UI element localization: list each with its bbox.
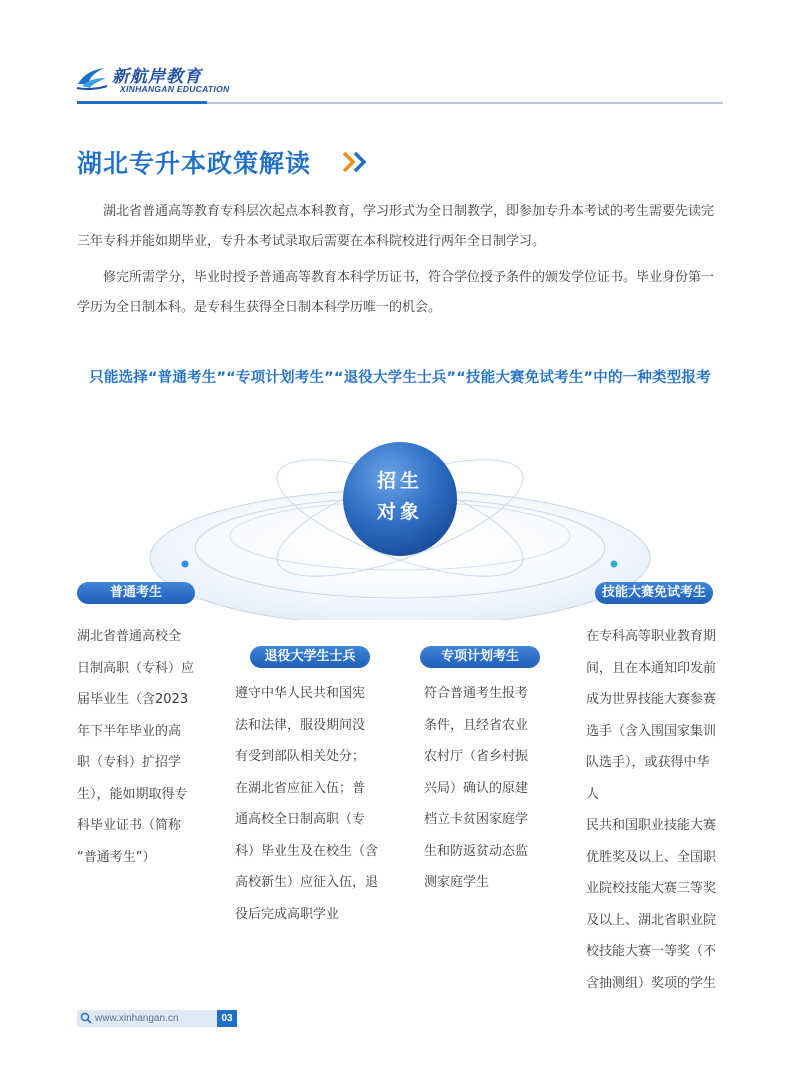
ship-logo-icon: [76, 62, 108, 92]
desc-line: 选手（含入围国家集训: [586, 723, 717, 739]
dot-jineng: [611, 561, 618, 568]
desc-line: 在专科高等职业教育期: [586, 629, 717, 644]
desc-line: 符合普通考生报考: [424, 686, 529, 701]
category-label-jineng: 技能大赛免试考生: [595, 582, 713, 604]
desc-line: 科）毕业生及在校生（含: [235, 843, 379, 859]
desc-line: 成为世界技能大赛参赛: [586, 692, 717, 707]
desc-line: 科毕业证书（简称: [77, 818, 182, 833]
desc-line: 民共和国职业技能大赛: [586, 818, 717, 833]
page-title: 湖北专升本政策解读: [77, 149, 312, 178]
desc-line: 农村厅（省乡村振: [424, 749, 529, 764]
desc-line: 役后完成高职学业: [235, 906, 340, 922]
desc-line: 优胜奖及以上、全国职: [586, 849, 717, 865]
desc-line: 档立卡贫困家庭学: [424, 812, 529, 827]
dot-putong: [182, 561, 189, 568]
intro-paragraph-2: 修完所需学分，毕业时授予普通高等教育本科学历证书，符合学位授予条件的颁发学位证书。毕业身份第一学历为全日制本科。是专科生获得全日制本科学历唯一的机会。: [77, 270, 715, 315]
desc-line: 届毕业生（含2023: [77, 692, 189, 707]
desc-line: “普通考生”）: [77, 849, 156, 865]
website-url: www.xinhangan.cn: [95, 1013, 179, 1024]
desc-line: 湖北省普通高校全: [77, 629, 182, 644]
hub-label: [352, 466, 448, 528]
desc-line: 含抽测组）奖项的学生: [586, 975, 717, 991]
desc-line: 年下半年毕业的高: [77, 723, 182, 739]
intro-paragraph-1: 湖北省普通高等教育专科层次起点本科教育，学习形式为全日制教学，即参加专升本考试的考生需要先读完三年专科并能如期毕业，专升本考试录取后需要在本科院校进行两年全日制学习。: [77, 204, 715, 249]
hub-label-line1: 招生: [376, 470, 423, 492]
header-divider-accent: [77, 101, 207, 104]
desc-line: 有受到部队相关处分；: [235, 749, 366, 764]
double-chevron-right-icon: [341, 151, 369, 173]
hub-label-line2: 对象: [376, 501, 423, 523]
category-desc-zhuanxiang: [424, 678, 544, 899]
desc-line: 测家庭学生: [424, 875, 490, 890]
desc-line: 法和法律，服役期间没: [235, 717, 366, 733]
category-desc-tuiyi: [235, 678, 383, 930]
desc-line: 业院校技能大赛三等奖: [586, 881, 717, 896]
desc-line: 在湖北省应征入伍；普: [235, 780, 366, 796]
footer-url-bar: [77, 1010, 217, 1027]
page-number: 03: [217, 1010, 237, 1027]
desc-line: 遵守中华人民共和国宪: [235, 686, 366, 701]
category-label-zhuanxiang: 专项计划考生: [420, 646, 540, 668]
desc-line: 生和防返贫动态监: [424, 843, 529, 859]
desc-line: 日制高职（专科）应: [77, 660, 195, 676]
desc-line: 兴局）确认的原建: [424, 780, 529, 796]
registration-notice: 只能选择“普通考生”“专项计划考生”“退役大学生士兵”“技能大赛免试考生”中的一种类型报考: [89, 370, 711, 386]
desc-line: 条件，且经省农业: [424, 717, 529, 733]
category-label-tuiyi: 退役大学生士兵: [250, 646, 370, 668]
desc-line: 校技能大赛一等奖（不: [586, 944, 717, 959]
category-label-putong: 普通考生: [77, 582, 195, 604]
desc-line: 职（专科）扩招学: [77, 755, 182, 770]
category-desc-jineng: [586, 621, 722, 999]
logo-text-cn: 新航岸教育: [112, 67, 202, 87]
desc-line: 及以上、湖北省职业院: [586, 912, 717, 928]
desc-line: 高校新生）应征入伍，退: [235, 875, 379, 890]
desc-line: 队选手），或获得中华人: [586, 755, 710, 802]
category-desc-putong: [77, 621, 197, 873]
desc-line: 间，且在本通知印发前: [586, 660, 717, 676]
desc-line: 通高校全日制高职（专: [235, 812, 366, 827]
search-icon: [80, 1012, 92, 1024]
page-footer: [77, 1010, 237, 1027]
desc-line: 生），能如期取得专: [77, 786, 188, 802]
brand-logo: [76, 60, 230, 104]
logo-text-en: XINHANGAN EDUCATION: [120, 84, 230, 94]
